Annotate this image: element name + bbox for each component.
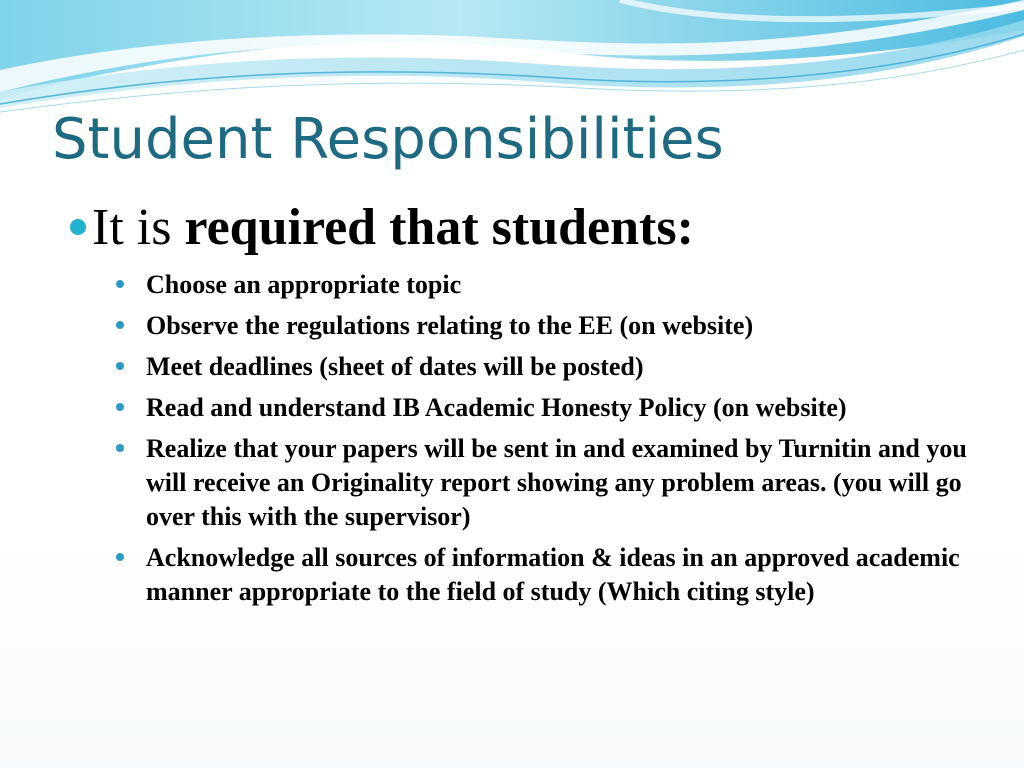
- list-item-text: Observe the regulations relating to the EE (on website): [146, 311, 754, 340]
- slide-title: Student Responsibilities: [52, 107, 724, 172]
- lead-text-normal: It is: [92, 199, 185, 256]
- responsibility-list: [110, 268, 990, 616]
- bullet-dot: [116, 280, 124, 288]
- list-item: [110, 391, 990, 425]
- list-item-text: Choose an appropriate topic: [146, 270, 462, 299]
- bullet-dot: [116, 403, 124, 411]
- list-item-text: Acknowledge all sources of information & ideas in an approved academic manner appropriate to the field of study (Which citing style): [146, 543, 960, 606]
- list-item: [110, 541, 990, 609]
- lead-text: [92, 195, 694, 261]
- lead-bullet-dot: [70, 219, 86, 235]
- list-item: [110, 309, 990, 343]
- list-item-text: Realize that your papers will be sent in and examined by Turnitin and you will receive an Originality report showing any problem areas. (you will go over this with the supervisor): [146, 434, 967, 531]
- bullet-dot: [116, 362, 124, 370]
- bullet-dot: [116, 321, 124, 329]
- list-item: [110, 432, 990, 534]
- list-item-text: Meet deadlines (sheet of dates will be posted): [146, 352, 644, 381]
- list-item: [110, 350, 990, 384]
- list-item-text: Read and understand IB Academic Honesty Policy (on website): [146, 393, 847, 422]
- bullet-dot: [116, 444, 124, 452]
- list-item: [110, 268, 990, 302]
- bullet-dot: [116, 553, 124, 561]
- lead-text-bold: required that students:: [184, 199, 694, 256]
